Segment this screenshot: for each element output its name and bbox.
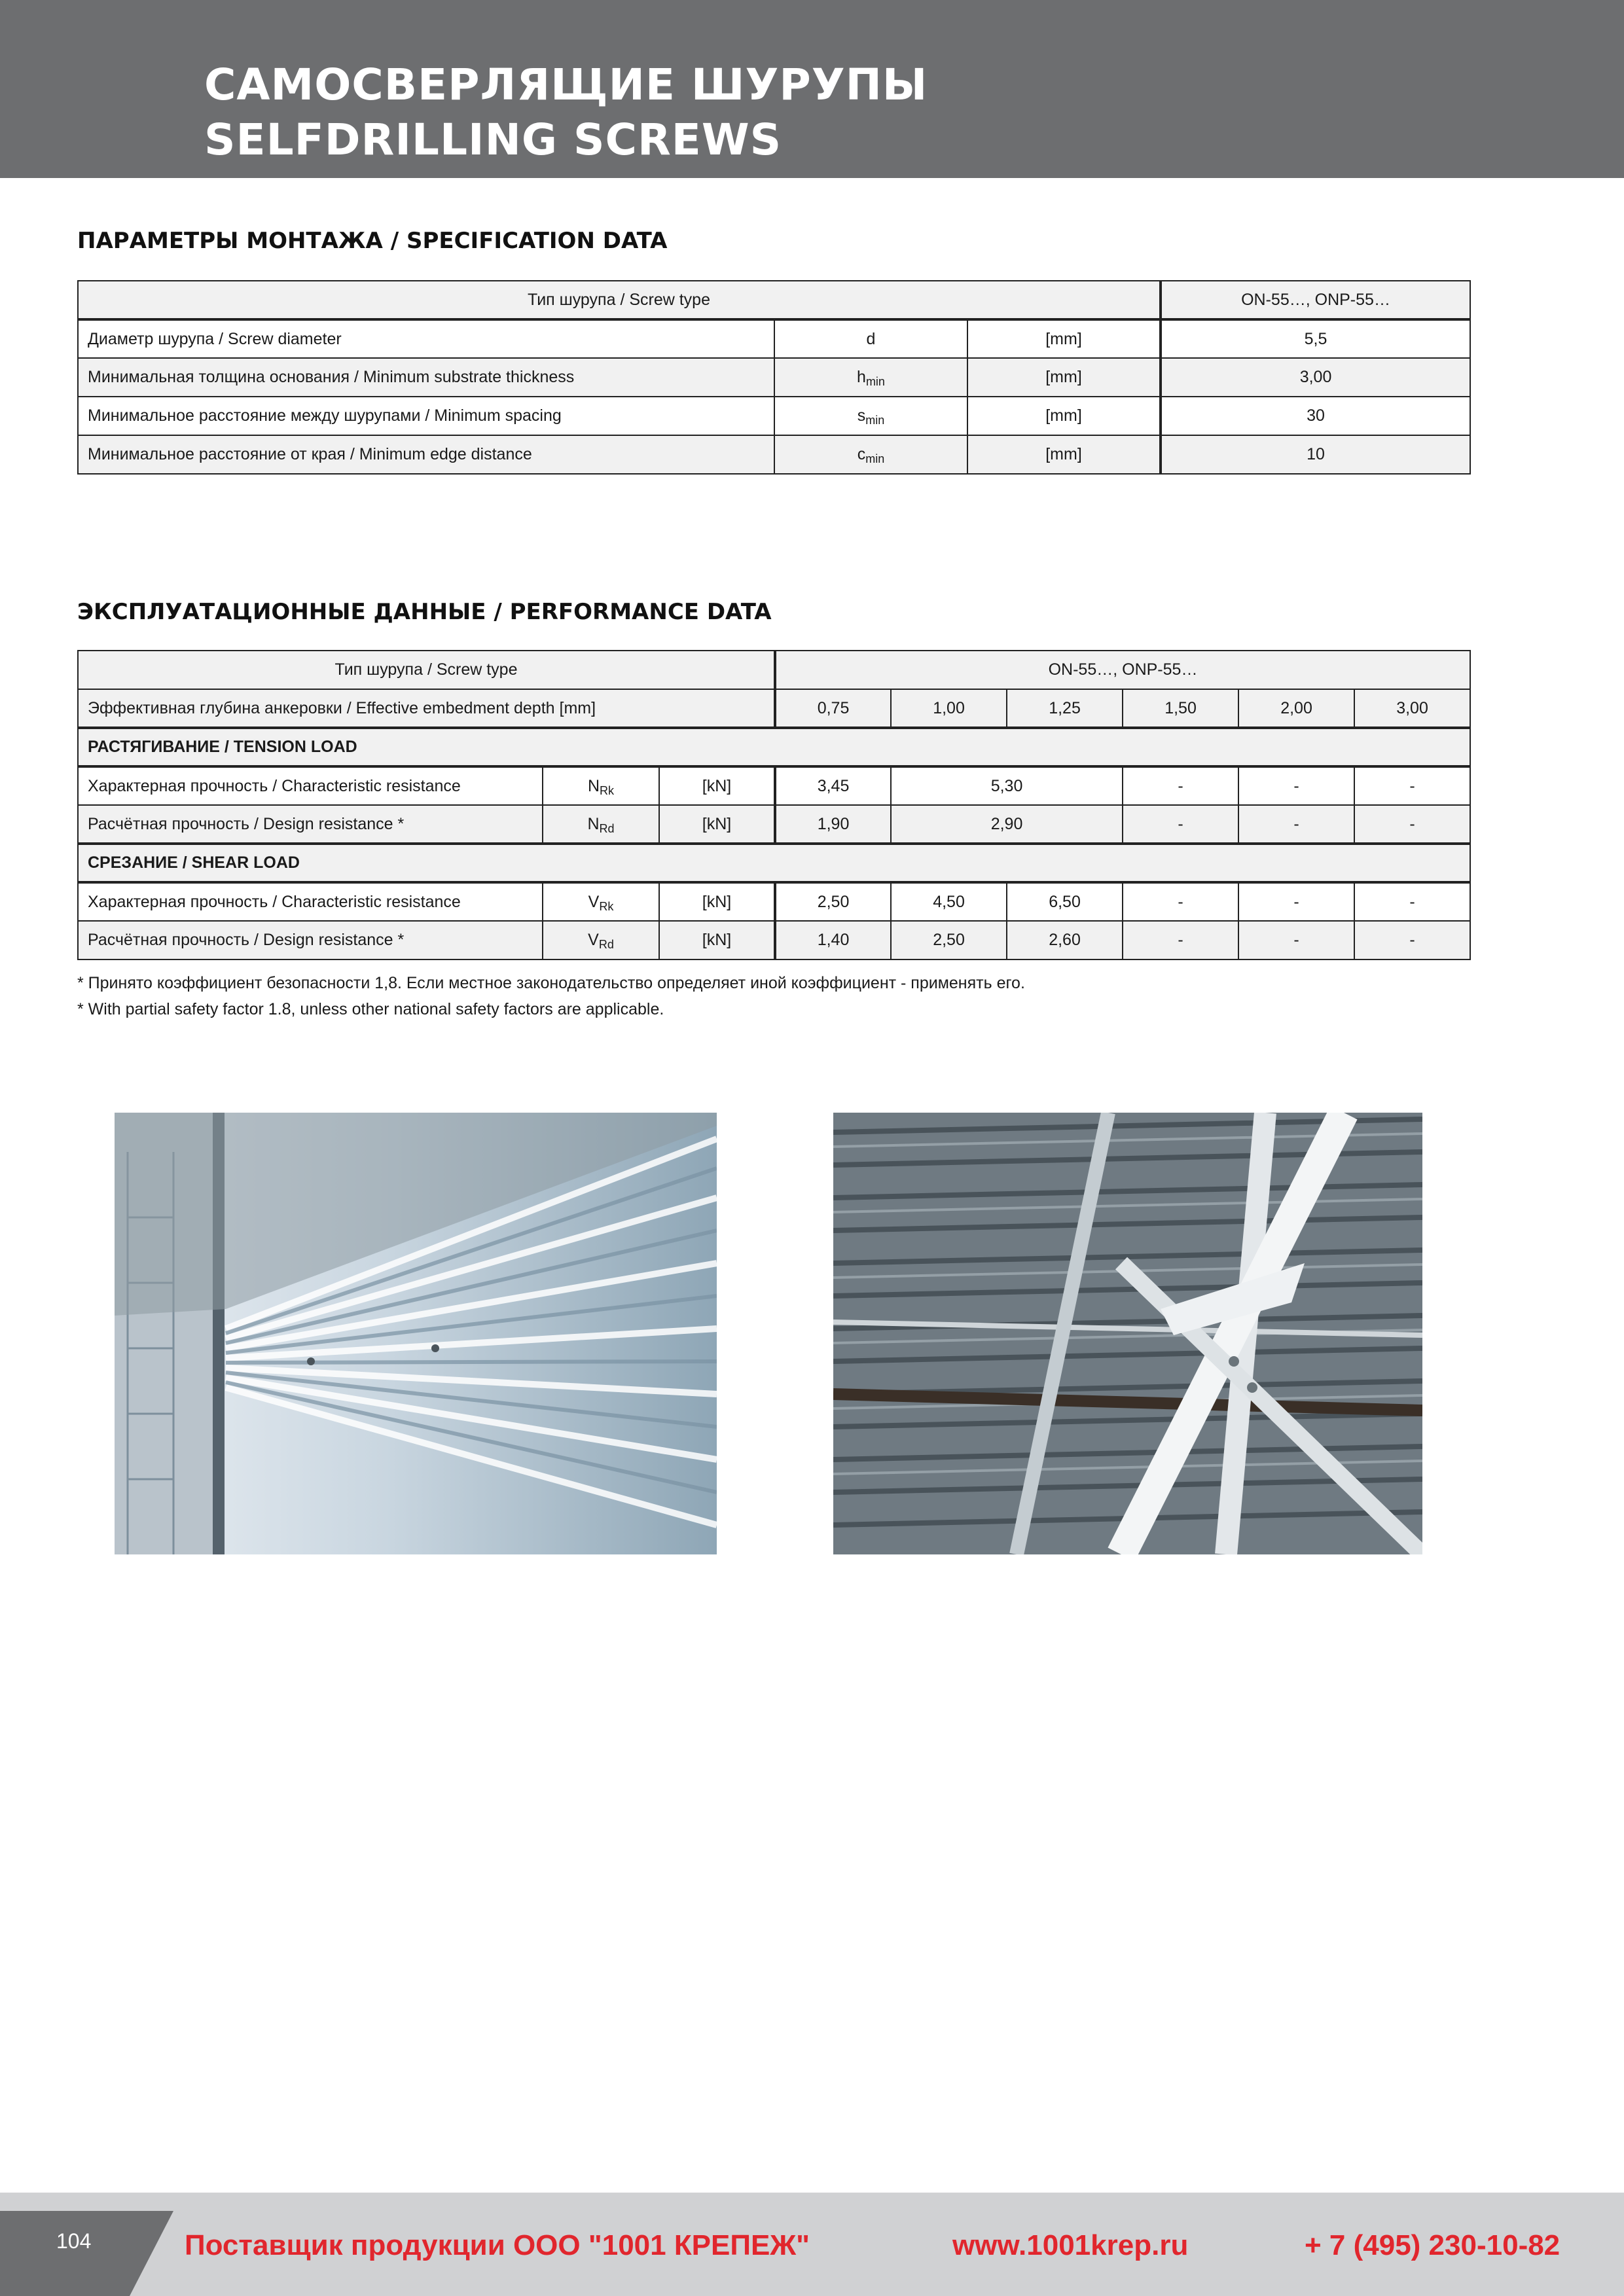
- perf-screw-type-value: ON-55…, ONP-55…: [775, 651, 1470, 689]
- table-row: [78, 728, 1470, 766]
- perf-table: [77, 650, 1471, 960]
- shear-group-label: СРЕЗАНИЕ / SHEAR LOAD: [78, 844, 1470, 882]
- row-symbol: $s_{min}$: [774, 397, 967, 435]
- page-number: 104: [56, 2229, 92, 2253]
- row-unit: [mm]: [967, 397, 1161, 435]
- row-symbol: d: [774, 319, 967, 358]
- footer-supplier: Поставщик продукции ООО "1001 КРЕПЕЖ": [185, 2229, 810, 2261]
- row-value: -: [1238, 805, 1354, 844]
- table-row: [78, 689, 1470, 728]
- row-value: 2,50: [775, 882, 891, 921]
- row-value: -: [1354, 766, 1470, 805]
- footnote-ru: * Принято коэффициент безопасности 1,8. Если местное законодательство определяет иной коэффициент - применять его.: [77, 974, 1025, 992]
- row-value: 30: [1161, 397, 1470, 435]
- row-value: -: [1123, 882, 1238, 921]
- row-value: -: [1354, 921, 1470, 960]
- footer-phone: + 7 (495) 230-10-82: [1305, 2229, 1561, 2261]
- page-title-en: SELFDRILLING SCREWS: [204, 115, 782, 165]
- row-label: Минимальное расстояние между шурупами / Minimum spacing: [78, 397, 774, 435]
- footnotes: [77, 970, 1025, 1022]
- row-label: Расчётная прочность / Design resistance *: [78, 921, 543, 960]
- row-value: 3,00: [1161, 358, 1470, 397]
- row-value: -: [1123, 921, 1238, 960]
- depth-label: Эффективная глубина анкеровки / Effective embedment depth [mm]: [78, 689, 775, 728]
- row-value: 5,30: [891, 766, 1123, 805]
- row-unit: [kN]: [659, 882, 775, 921]
- row-symbol: $N_{Rd}$: [543, 805, 659, 844]
- table-row: [78, 921, 1470, 960]
- row-unit: [mm]: [967, 435, 1161, 474]
- row-unit: [mm]: [967, 319, 1161, 358]
- row-value: -: [1238, 882, 1354, 921]
- footer-website-link[interactable]: www.1001krep.ru: [952, 2229, 1189, 2261]
- table-row: [78, 435, 1470, 474]
- table-row: [78, 766, 1470, 805]
- row-unit: [kN]: [659, 921, 775, 960]
- row-value: -: [1238, 921, 1354, 960]
- row-unit: [mm]: [967, 358, 1161, 397]
- spec-table: [77, 280, 1471, 475]
- perf-section-title: ЭКСПЛУАТАЦИОННЫЕ ДАННЫЕ / PERFORMANCE DATA: [77, 599, 772, 625]
- row-value: 1,90: [775, 805, 891, 844]
- table-row: [78, 805, 1470, 844]
- photo-wall-cladding: [115, 1113, 717, 1554]
- row-value: 6,50: [1007, 882, 1123, 921]
- depth-value: 1,25: [1007, 689, 1123, 728]
- table-row: [78, 882, 1470, 921]
- table-row: [78, 319, 1470, 358]
- row-unit: [kN]: [659, 805, 775, 844]
- row-symbol: $V_{Rd}$: [543, 921, 659, 960]
- screw-type-label: Тип шурупа / Screw type: [78, 281, 1161, 319]
- row-symbol: $c_{min}$: [774, 435, 967, 474]
- table-row: [78, 358, 1470, 397]
- row-value: -: [1123, 805, 1238, 844]
- spec-section-title: ПАРАМЕТРЫ МОНТАЖА / SPECIFICATION DATA: [77, 228, 668, 254]
- row-value: -: [1123, 766, 1238, 805]
- row-value: 1,40: [775, 921, 891, 960]
- row-value: 10: [1161, 435, 1470, 474]
- page-footer: [0, 2193, 1624, 2296]
- row-value: 5,5: [1161, 319, 1470, 358]
- row-value: -: [1354, 882, 1470, 921]
- row-label: Характерная прочность / Characteristic resistance: [78, 766, 543, 805]
- row-value: 2,50: [891, 921, 1007, 960]
- depth-value: 3,00: [1354, 689, 1470, 728]
- row-value: 4,50: [891, 882, 1007, 921]
- row-label: Минимальное расстояние от края / Minimum edge distance: [78, 435, 774, 474]
- row-value: -: [1354, 805, 1470, 844]
- row-symbol: $N_{Rk}$: [543, 766, 659, 805]
- row-label: Минимальная толщина основания / Minimum substrate thickness: [78, 358, 774, 397]
- table-row: [78, 651, 1470, 689]
- row-value: 3,45: [775, 766, 891, 805]
- row-value: 2,60: [1007, 921, 1123, 960]
- perf-screw-type-label: Тип шурупа / Screw type: [78, 651, 775, 689]
- row-label: Расчётная прочность / Design resistance *: [78, 805, 543, 844]
- page-title-ru: САМОСВЕРЛЯЩИЕ ШУРУПЫ: [204, 60, 928, 110]
- row-label: Характерная прочность / Characteristic resistance: [78, 882, 543, 921]
- row-unit: [kN]: [659, 766, 775, 805]
- row-value: 2,90: [891, 805, 1123, 844]
- table-row: [78, 397, 1470, 435]
- row-value: -: [1238, 766, 1354, 805]
- table-row: [78, 281, 1470, 319]
- depth-value: 0,75: [775, 689, 891, 728]
- depth-value: 1,00: [891, 689, 1007, 728]
- row-symbol: $V_{Rk}$: [543, 882, 659, 921]
- footnote-en: * With partial safety factor 1.8, unless other national safety factors are applicable.: [77, 1000, 664, 1018]
- table-row: [78, 844, 1470, 882]
- row-symbol: $h_{min}$: [774, 358, 967, 397]
- screw-type-value: ON-55…, ONP-55…: [1161, 281, 1470, 319]
- depth-value: 1,50: [1123, 689, 1238, 728]
- photo-roof-truss: [833, 1113, 1422, 1554]
- page-title: [204, 58, 928, 168]
- depth-value: 2,00: [1238, 689, 1354, 728]
- row-label: Диаметр шурупа / Screw diameter: [78, 319, 774, 358]
- tension-group-label: РАСТЯГИВАНИЕ / TENSION LOAD: [78, 728, 1470, 766]
- page-header: [0, 0, 1624, 178]
